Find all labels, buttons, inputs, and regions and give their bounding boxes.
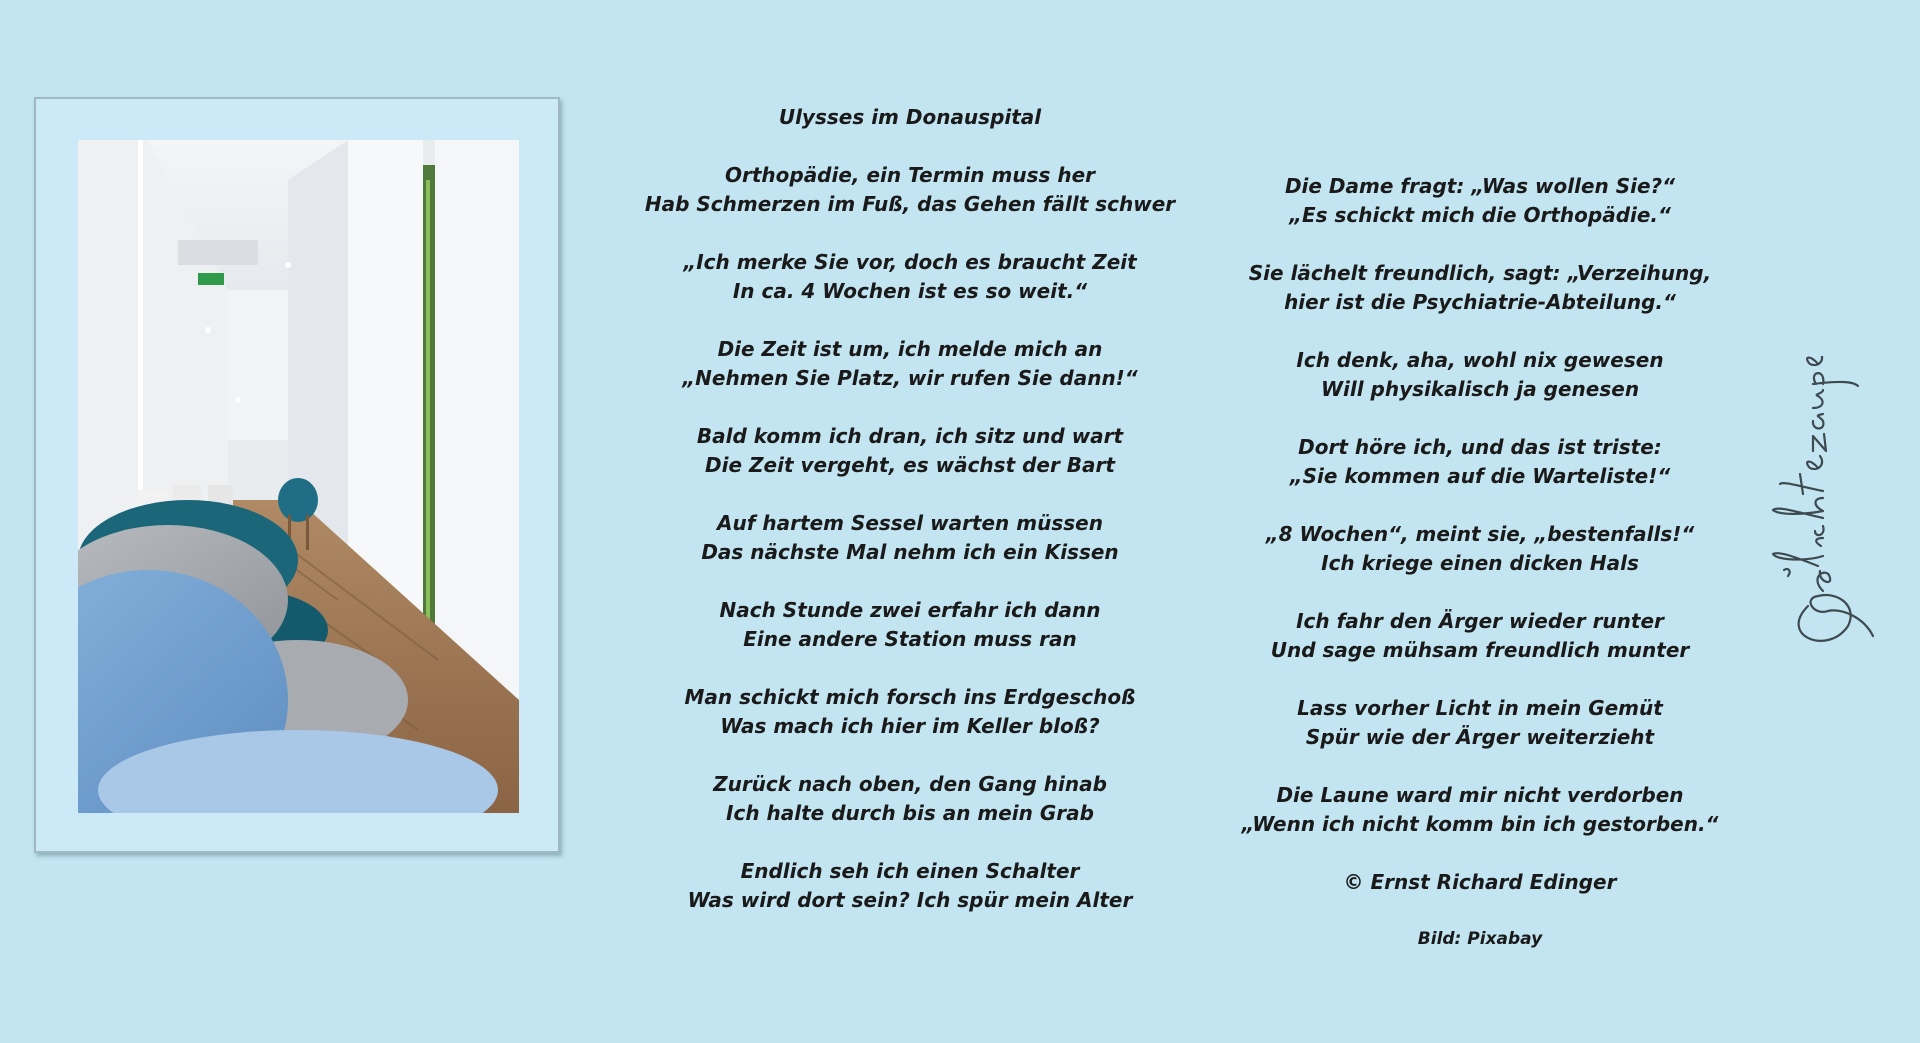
hospital-corridor-photo bbox=[78, 140, 519, 813]
right-stanza bbox=[1200, 520, 1760, 578]
poem-line: Was mach ich hier im Keller bloß? bbox=[720, 714, 1100, 738]
poem-line: Lass vorher Licht in mein Gemüt bbox=[1297, 696, 1663, 720]
left-stanza bbox=[640, 683, 1180, 741]
poem-left-column bbox=[640, 103, 1180, 944]
poem-line: Man schickt mich forsch ins Erdgeschoß bbox=[684, 685, 1136, 709]
image-credit: Bild: Pixabay bbox=[1417, 929, 1543, 949]
poem-line: Die Laune ward mir nicht verdorben bbox=[1276, 783, 1684, 807]
right-stanza bbox=[1200, 607, 1760, 665]
right-stanza bbox=[1200, 346, 1760, 404]
poem-line: Bald komm ich dran, ich sitz und wart bbox=[696, 424, 1124, 448]
signature-logo bbox=[1758, 356, 1888, 676]
poem-line: Hab Schmerzen im Fuß, das Gehen fällt schwer bbox=[644, 192, 1176, 216]
poem-line: „Sie kommen auf die Warteliste!“ bbox=[1289, 464, 1671, 488]
poem-line: Sie lächelt freundlich, sagt: „Verzeihung, bbox=[1248, 261, 1712, 285]
poem-title: Ulysses im Donauspital bbox=[778, 105, 1042, 129]
poem-line: Was wird dort sein? Ich spür mein Alter bbox=[687, 888, 1133, 912]
poem-line: Orthopädie, ein Termin muss her bbox=[724, 163, 1096, 187]
poem-line: Die Dame fragt: „Was wollen Sie?“ bbox=[1284, 174, 1676, 198]
photo-frame bbox=[34, 97, 560, 853]
poem-line: Dort höre ich, und das ist triste: bbox=[1298, 435, 1662, 459]
poem-line: Das nächste Mal nehm ich ein Kissen bbox=[701, 540, 1119, 564]
poem-line: Auf hartem Sessel warten müssen bbox=[717, 511, 1103, 535]
poem-line: „Es schickt mich die Orthopädie.“ bbox=[1289, 203, 1671, 227]
poem-line: „Nehmen Sie Platz, wir rufen Sie dann!“ bbox=[682, 366, 1138, 390]
poem-line: Nach Stunde zwei erfahr ich dann bbox=[719, 598, 1101, 622]
left-stanza bbox=[640, 161, 1180, 219]
copyright-line: © Ernst Richard Edinger bbox=[1343, 870, 1617, 894]
poem-line: Zurück nach oben, den Gang hinab bbox=[713, 772, 1107, 796]
poem-line: „8 Wochen“, meint sie, „bestenfalls!“ bbox=[1265, 522, 1695, 546]
right-stanza bbox=[1200, 781, 1760, 839]
poem-line: Ich fahr den Ärger wieder runter bbox=[1296, 609, 1664, 633]
right-stanza bbox=[1200, 172, 1760, 230]
poem-line: Will physikalisch ja genesen bbox=[1320, 377, 1640, 401]
poem-line: Endlich seh ich einen Schalter bbox=[740, 859, 1080, 883]
poem-line: Ich halte durch bis an mein Grab bbox=[726, 801, 1094, 825]
poem-line: „Ich merke Sie vor, doch es braucht Zeit bbox=[683, 250, 1137, 274]
left-stanza bbox=[640, 422, 1180, 480]
left-stanza bbox=[640, 509, 1180, 567]
right-stanza bbox=[1200, 433, 1760, 491]
poem-line: hier ist die Psychiatrie-Abteilung.“ bbox=[1284, 290, 1676, 314]
left-stanza bbox=[640, 335, 1180, 393]
left-stanza bbox=[640, 770, 1180, 828]
poem-line: Ich denk, aha, wohl nix gewesen bbox=[1296, 348, 1664, 372]
left-stanza bbox=[640, 248, 1180, 306]
poem-line: „Wenn ich nicht komm bin ich gestorben.“ bbox=[1241, 812, 1719, 836]
left-stanza bbox=[640, 857, 1180, 915]
right-stanza bbox=[1200, 259, 1760, 317]
poem-line: Eine andere Station muss ran bbox=[743, 627, 1077, 651]
right-stanza bbox=[1200, 694, 1760, 752]
poem-line: Und sage mühsam freundlich munter bbox=[1270, 638, 1690, 662]
poem-line: Die Zeit ist um, ich melde mich an bbox=[717, 337, 1103, 361]
poem-line: Die Zeit vergeht, es wächst der Bart bbox=[705, 453, 1115, 477]
poem-line: Ich kriege einen dicken Hals bbox=[1321, 551, 1639, 575]
left-stanza bbox=[640, 596, 1180, 654]
poem-line: In ca. 4 Wochen ist es so weit.“ bbox=[732, 279, 1088, 303]
poem-right-column bbox=[1200, 172, 1760, 954]
poem-line: Spür wie der Ärger weiterzieht bbox=[1305, 725, 1655, 749]
